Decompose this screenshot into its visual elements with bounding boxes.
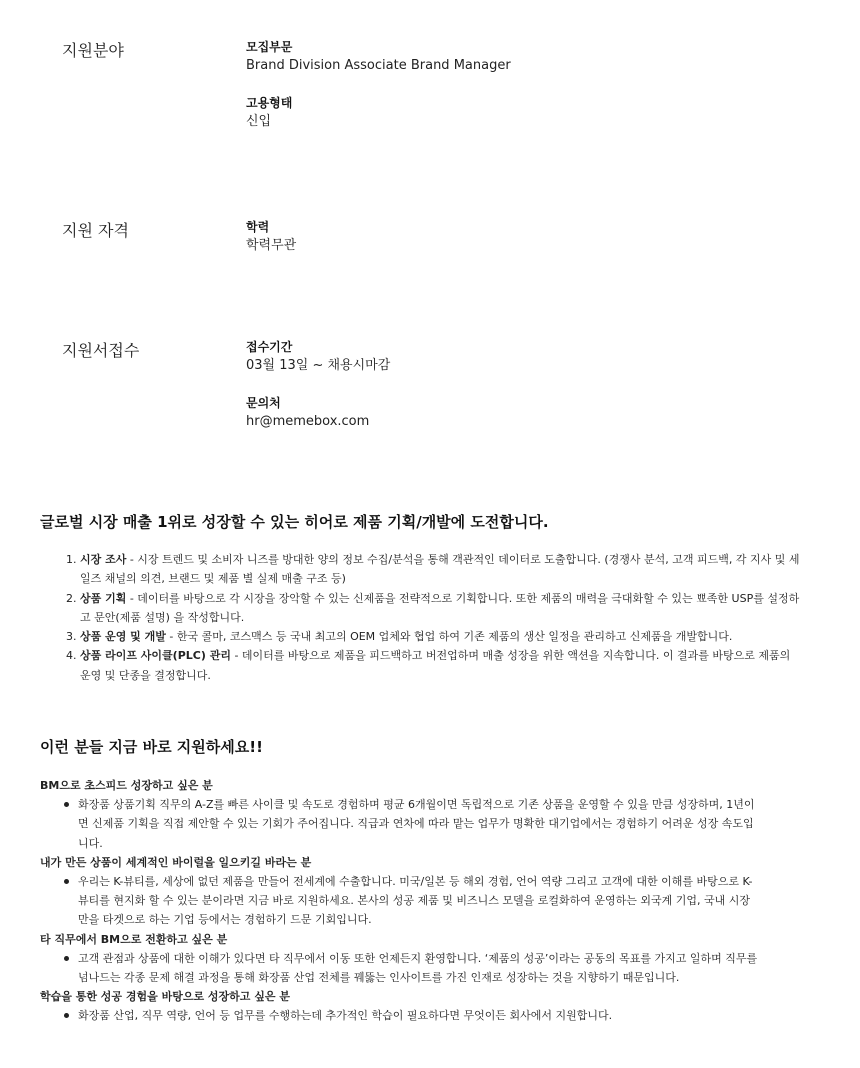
who-list	[40, 776, 760, 1026]
item-text: 고객 관점과 상품에 대한 이해가 있다면 타 직무에서 이동 또한 언제든지 환영합니다. ‘제품의 성공’이라는 공동의 목표를 가지고 일하며 직무를 넘나드는 각종 문제 해결 과정을 통해 화장품 산업 전체를 꿰뚫는 인사이트를 가진 인재로 성장하는 것을 지향하기 때문입니다.	[78, 951, 758, 985]
who-group	[40, 987, 760, 1025]
field-list	[246, 218, 806, 274]
who-group	[40, 776, 760, 853]
group-title: 타 직무에서 BM으로 전환하고 싶은 분	[40, 932, 228, 946]
item-title: 상품 운영 및 개발	[80, 630, 166, 644]
group-bullets	[40, 1006, 760, 1025]
who-group	[40, 853, 760, 930]
field-value: 신입	[246, 114, 272, 129]
field-label: 접수기간	[246, 340, 293, 354]
list-item	[80, 627, 800, 646]
section-label: 지원서접수	[62, 341, 140, 360]
bullet-icon	[64, 1013, 69, 1018]
list-item	[78, 795, 760, 853]
field-employment-type	[246, 94, 806, 132]
group-bullets	[40, 795, 760, 853]
who-heading: 이런 분들 지금 바로 지원하세요!!	[40, 738, 263, 756]
bullet-icon	[64, 802, 69, 807]
field-list	[246, 338, 806, 450]
field-value: Brand Division Associate Brand Manager	[246, 58, 511, 73]
field-label: 문의처	[246, 396, 281, 410]
bullet-icon	[64, 879, 69, 884]
field-value[interactable]: hr@memebox.com	[246, 414, 370, 429]
item-title: 시장 조사	[80, 553, 127, 566]
section-label: 지원 자격	[62, 221, 129, 240]
item-text: - 시장 트렌드 및 소비자 니즈를 방대한 양의 정보 수집/분석을 통해 객관적인 데이터로 도출합니다. (경쟁사 분석, 고객 피드백, 각 지사 및 세일즈 채널의 의견, 브랜드 및 제품 별 실제 매출 구조 등)	[80, 553, 800, 586]
item-text: - 한국 콜마, 코스맥스 등 국내 최고의 OEM 업체와 협업 하여 기존 제품의 생산 일정을 관리하고 신제품을 개발합니다.	[165, 630, 733, 644]
field-value: 03월 13일 ~ 채용시마감	[246, 358, 391, 373]
group-bullets	[40, 949, 760, 987]
item-title: 상품 라이프 사이클(PLC) 관리	[80, 649, 231, 663]
section-label: 지원분야	[62, 41, 124, 60]
group-title: 내가 만든 상품이 세계적인 바이럴을 일으키길 바라는 분	[40, 855, 312, 869]
field-recruit-division	[246, 38, 806, 76]
group-title: 학습을 통한 성공 경험을 바탕으로 성장하고 싶은 분	[40, 990, 290, 1004]
who-group	[40, 930, 760, 988]
field-period	[246, 338, 806, 376]
item-title: 상품 기획	[80, 591, 127, 605]
field-education	[246, 218, 806, 256]
bullet-icon	[64, 956, 69, 961]
item-text: 화장품 산업, 직무 역량, 언어 등 업무를 수행하는데 추가적인 학습이 필요하다면 무엇이든 회사에서 지원합니다.	[78, 1009, 613, 1023]
list-item	[78, 949, 760, 987]
list-item	[80, 646, 800, 685]
item-text: - 데이터를 바탕으로 제품을 피드백하고 버전업하며 매출 성장을 위한 액션을 지속합니다. 이 결과를 바탕으로 제품의 운영 및 단종을 결정합니다.	[80, 649, 791, 682]
duties-heading: 글로벌 시장 매출 1위로 성장할 수 있는 히어로 제품 기획/개발에 도전합니다.	[40, 513, 549, 531]
field-value: 학력무관	[246, 238, 297, 253]
item-text: - 데이터를 바탕으로 각 시장을 장악할 수 있는 신제품을 전략적으로 기획합니다. 또한 제품의 매력을 극대화할 수 있는 뾰족한 USP를 설정하고 문안(제품 설명) 을 작성합니다.	[80, 591, 800, 624]
group-bullets	[40, 872, 760, 930]
field-label: 고용형태	[246, 96, 293, 110]
duties-list	[40, 550, 800, 685]
field-label: 모집부문	[246, 40, 293, 54]
list-item	[80, 589, 800, 628]
field-list	[246, 38, 806, 150]
field-label: 학력	[246, 220, 270, 234]
item-text: 우리는 K-뷰티를, 세상에 없던 제품을 만들어 전세계에 수출합니다. 미국/일본 등 해외 경험, 언어 역량 그리고 고객에 대한 이해를 바탕으로 K-뷰티를 현지화 할 수 있는 분이라면 지금 바로 지원하세요. 본사의 성공 제품 및 비즈니스 모델을 로컬화하여 운영하는 외국계 기업, 국내 시장 만을 타겟으로 하는 기업 등에서는 경험하기 드문 기회입니다.	[78, 875, 753, 927]
list-item	[80, 550, 800, 589]
group-title: BM으로 초스피드 성장하고 싶은 분	[40, 779, 213, 792]
list-item	[78, 1006, 760, 1025]
item-text: 화장품 상품기획 직무의 A-Z를 빠른 사이클 및 속도로 경험하며 평균 6개월이면 독립적으로 기존 상품을 운영할 수 있을 만큼 성장하며, 1년이면 신제품 기획을 직접 제안할 수 있는 기회가 주어집니다. 직급과 연차에 따라 맡는 업무가 명확한 대기업에서는 경험하기 어려운 성장 속도입니다.	[78, 798, 755, 850]
field-contact	[246, 394, 806, 432]
list-item	[78, 872, 760, 930]
